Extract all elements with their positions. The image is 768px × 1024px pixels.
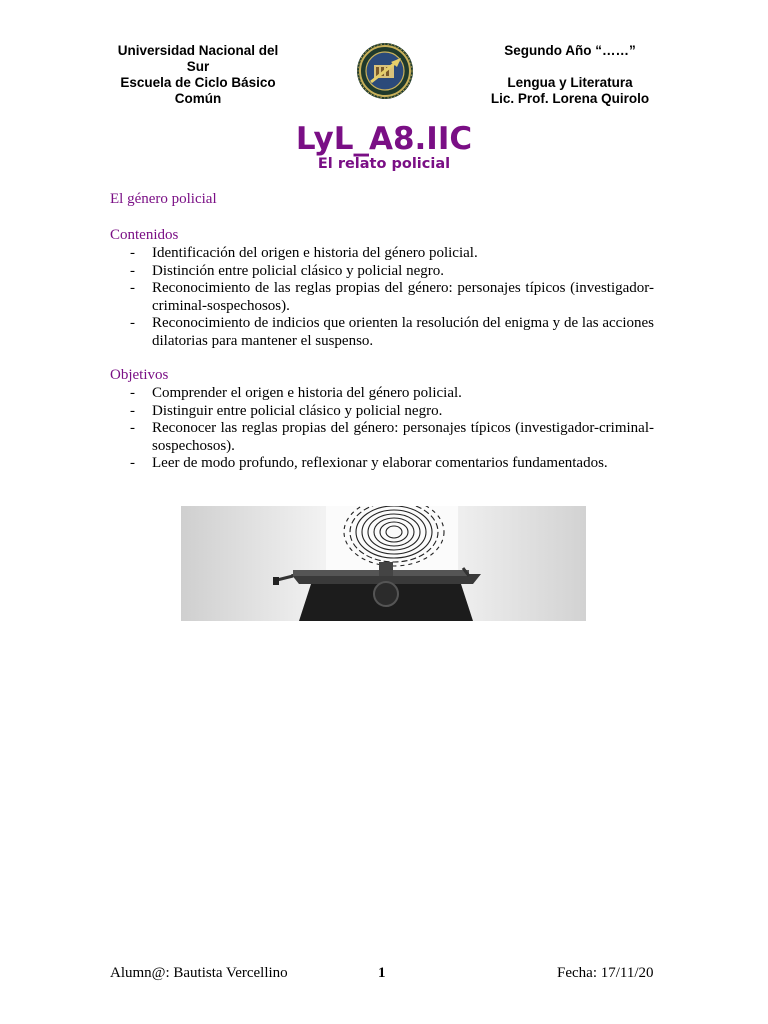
- contenidos-heading: Contenidos: [110, 227, 179, 243]
- contenidos-list: [110, 245, 654, 350]
- list-item: - Reconocimiento de las reglas propias del género: personajes típicos (investigador- criminal-sospechosos).: [110, 280, 654, 315]
- document-title: LyL_A8.IIC: [295, 121, 473, 157]
- list-item: - Distinguir entre policial clásico y policial negro.: [110, 403, 654, 421]
- course-year: Segundo Año “……”: [504, 43, 636, 58]
- institution-line: Universidad Nacional del: [117, 43, 279, 58]
- course-teacher: Lic. Prof. Lorena Quirolo: [490, 91, 650, 106]
- typewriter-fingerprint-image: [181, 506, 586, 621]
- list-item: - Identificación del origen e historia del género policial.: [110, 245, 654, 263]
- course-header: [480, 43, 660, 107]
- section-heading: El género policial: [110, 191, 217, 207]
- list-item: - Comprender el origen e historia del género policial.: [110, 385, 654, 403]
- document-date: Fecha: 17/11/20: [557, 965, 654, 981]
- list-item: - Reconocer las reglas propias del género: personajes típicos (investigador-criminal-sospechosos).: [110, 420, 654, 455]
- institution-line: Escuela de Ciclo Básico: [120, 75, 276, 90]
- university-seal-logo: [355, 42, 415, 100]
- list-item: - Distinción entre policial clásico y policial negro.: [110, 263, 654, 281]
- page-number: 1: [378, 965, 386, 981]
- document-subtitle: El relato policial: [317, 156, 451, 172]
- objetivos-heading: Objetivos: [110, 367, 169, 383]
- institution-header: [110, 43, 286, 107]
- institution-line: Sur: [186, 59, 210, 74]
- institution-line: Común: [174, 91, 222, 106]
- student-name: Alumn@: Bautista Vercellino: [110, 965, 288, 981]
- course-subject: Lengua y Literatura: [507, 75, 633, 90]
- list-item: - Reconocimiento de indicios que orienten la resolución del enigma y de las acciones dilatorias para mantener el suspenso.: [110, 315, 654, 350]
- list-item: - Leer de modo profundo, reflexionar y elaborar comentarios fundamentados.: [110, 455, 654, 473]
- objetivos-list: [110, 385, 654, 473]
- header-spacer: [480, 59, 660, 75]
